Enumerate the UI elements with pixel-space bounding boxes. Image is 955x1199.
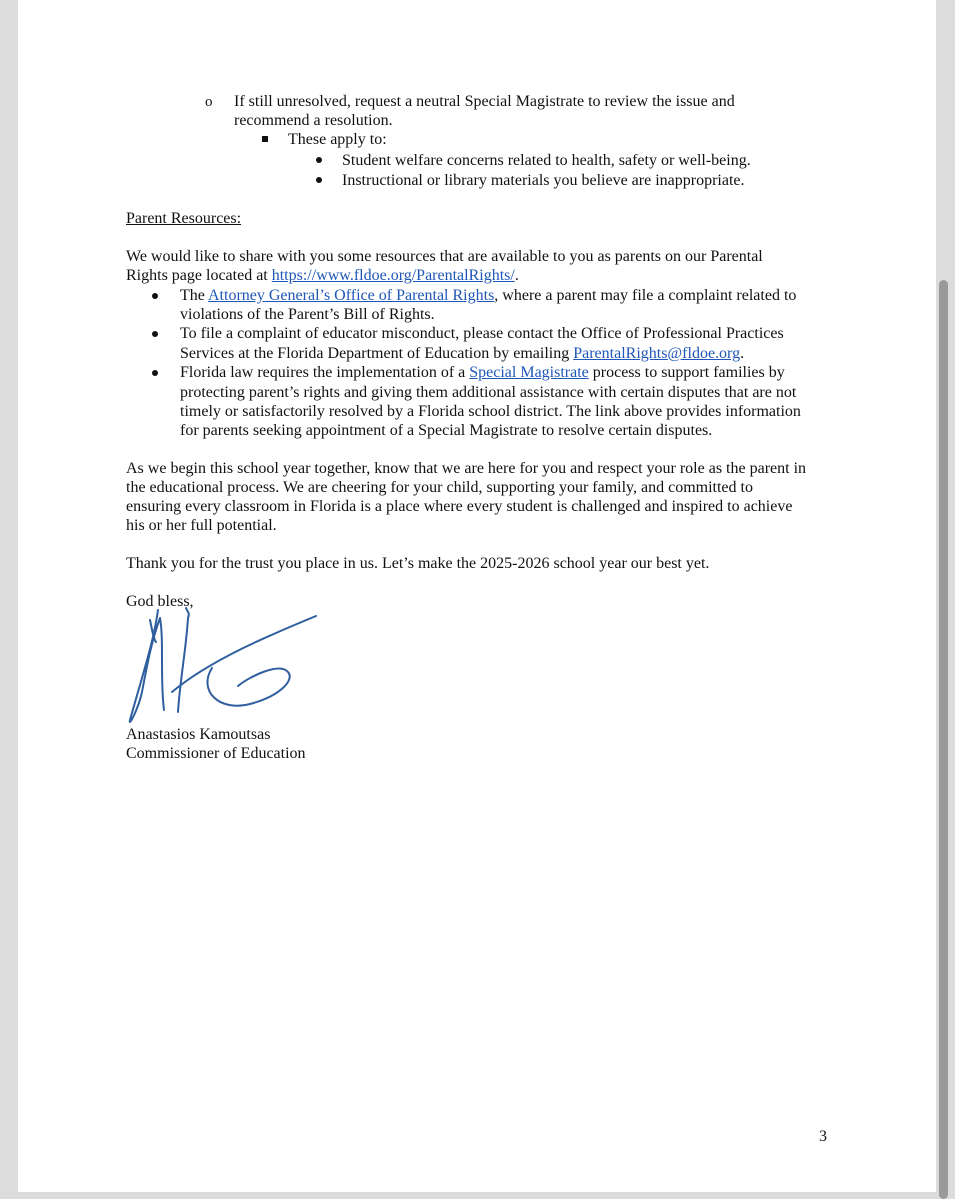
applies-to-label: These apply to: <box>288 131 387 148</box>
resource-bullet-3-line-2: protecting parent’s rights and giving them additional assistance with certain disputes that are not <box>180 384 797 401</box>
attorney-general-link[interactable]: Attorney General’s Office of Parental Rights <box>208 287 495 304</box>
signature <box>120 600 330 730</box>
resource-bullet-3-line-4: for parents seeking appointment of a Special Magistrate to resolve certain disputes. <box>180 422 713 439</box>
special-magistrate-link[interactable]: Special Magistrate <box>469 364 589 381</box>
applies-item-2: Instructional or library materials you believe are inappropriate. <box>342 172 745 189</box>
resource-bullet-1-line-1 <box>180 286 796 306</box>
signer-name: Anastasios Kamoutsas <box>126 726 271 743</box>
b3-pre: Florida law requires the implementation of a <box>180 364 470 381</box>
page-number: 3 <box>819 1128 827 1145</box>
step-line-2: recommend a resolution. <box>234 112 393 129</box>
dot-bullet <box>316 177 322 183</box>
signer-title: Commissioner of Education <box>126 745 306 762</box>
closing-line-1: As we begin this school year together, know that we are here for you and respect your role as the parent in <box>126 460 807 477</box>
closing-line-3: ensuring every classroom in Florida is a place where every student is challenged and inspired to achieve <box>126 498 793 515</box>
square-bullet <box>262 136 268 142</box>
intro-text: Rights page located at <box>126 267 272 284</box>
dot-bullet <box>316 157 322 163</box>
b1-post: , where a parent may file a complaint related to <box>494 287 797 304</box>
resource-bullet-2-line-1: To file a complaint of educator misconduct, please contact the Office of Professional Practices <box>180 325 784 342</box>
signature-stroke <box>178 618 188 712</box>
signature-stroke <box>130 610 164 722</box>
step-line-1: If still unresolved, request a neutral Special Magistrate to review the issue and <box>234 93 735 110</box>
b1-pre: The <box>180 287 208 304</box>
signature-stroke <box>186 608 189 618</box>
b2-pre: Services at the Florida Department of Education by emailing <box>180 345 574 362</box>
applies-item-1: Student welfare concerns related to health, safety or well-being. <box>342 152 751 169</box>
resource-bullet-3-line-1 <box>180 363 785 383</box>
signature-stroke <box>207 668 289 706</box>
dot-bullet <box>152 331 158 337</box>
dot-bullet <box>152 370 158 376</box>
scrollbar[interactable] <box>939 280 948 1199</box>
resources-intro-line-2 <box>126 266 519 286</box>
closing-line-2: the educational process. We are cheering for your child, supporting your family, and committed to <box>126 479 753 496</box>
resource-bullet-2-line-2 <box>180 344 744 364</box>
resource-bullet-1-line-2: violations of the Parent’s Bill of Rights. <box>180 306 435 323</box>
resource-bullet-3-line-3: timely or satisfactorily resolved by a Florida school district. The link above provides information <box>180 403 801 420</box>
circle-bullet: o <box>205 94 213 110</box>
email-link[interactable]: ParentalRights@fldoe.org <box>573 345 741 362</box>
parental-rights-link[interactable]: https://www.fldoe.org/ParentalRights/ <box>271 267 515 284</box>
salutation: God bless, <box>126 593 194 610</box>
closing-line-4: his or her full potential. <box>126 517 277 534</box>
intro-period: . <box>514 267 519 284</box>
dot-bullet <box>152 293 158 299</box>
resources-heading: Parent Resources: <box>126 210 242 227</box>
b2-post: . <box>740 345 745 362</box>
thank-you-line: Thank you for the trust you place in us. Let’s make the 2025-2026 school year our best yet. <box>126 555 710 572</box>
resources-intro-line-1: We would like to share with you some resources that are available to you as parents on our Parental <box>126 248 763 265</box>
b3-post: process to support families by <box>588 364 785 381</box>
